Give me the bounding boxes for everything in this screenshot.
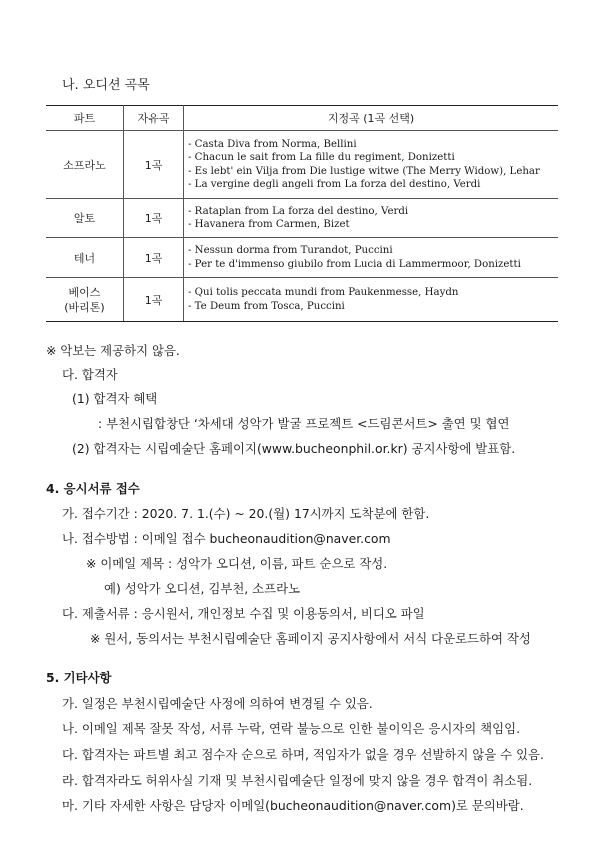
misc-item: 라. 합격자라도 허위사실 기재 및 부천시립예술단 일정에 맞지 않을 경우 합격이 취소됨. (62, 773, 533, 788)
misc-item: 마. 기타 자세한 사항은 담당자 이메일(bucheonaudition@naver.com)로 문의바람. (62, 798, 524, 813)
documents-method: 나. 접수방법 : 이메일 접수 bucheonaudition@naver.com (62, 531, 391, 546)
song-item: - Casta Diva from Norma, Bellini (188, 138, 357, 150)
misc-heading: 5. 기타사항 (46, 670, 112, 685)
song-item: - Chacun le sait from La fille du regiment, Donizetti (188, 152, 455, 163)
successful-announcement: (2) 합격자는 시립예술단 홈페이지(www.bucheonphil.or.kr) 공지사항에 발표함. (72, 441, 516, 456)
song-item: - Havanera from Carmen, Bizet (188, 219, 350, 230)
song-item: - La vergine degli angeli from La forza del destino, Verdi (188, 179, 481, 190)
audition-songs-heading: 나. 오디션 곡목 (62, 78, 150, 93)
documents-submit: 다. 제출서류 : 응시원서, 개인정보 수집 및 이용동의서, 비디오 파일 (62, 606, 425, 621)
misc-item: 가. 일정은 부천시립예술단 사정에 의하여 변경될 수 있음. (62, 696, 373, 711)
song-item: - Te Deum from Tosca, Puccini (188, 300, 345, 312)
assigned-songs-cell (184, 238, 559, 278)
successful-benefit: (1) 합격자 혜택 (72, 391, 158, 406)
table-row (46, 238, 558, 278)
assigned-songs-cell (184, 278, 559, 322)
documents-heading: 4. 응시서류 접수 (46, 481, 140, 496)
table-row (46, 199, 558, 238)
score-note: ※ 악보는 제공하지 않음. (46, 343, 180, 358)
part-cell: 테너 (46, 238, 124, 278)
documents-period: 가. 접수기간 : 2020. 7. 1.(수) ~ 20.(월) 17시까지 도착분에 한함. (62, 506, 430, 521)
part-cell: 베이스 (바리톤) (46, 278, 124, 322)
column-header-assigned-songs: 지정곡 (1곡 선택) (184, 106, 559, 131)
free-song-cell: 1곡 (124, 131, 184, 199)
assigned-songs-cell (184, 131, 559, 199)
part-cell: 알토 (46, 199, 124, 238)
misc-item: 다. 합격자는 파트별 최고 점수자 순으로 하며, 적임자가 없을 경우 선발하지 않을 수 있음. (62, 747, 544, 762)
successful-heading: 다. 합격자 (62, 367, 118, 382)
song-item: - Rataplan from La forza del destino, Verdi (188, 205, 409, 217)
misc-item: 나. 이메일 제목 잘못 작성, 서류 누락, 연락 불능으로 인한 불이익은 응시자의 책임임. (62, 721, 521, 736)
free-song-cell: 1곡 (124, 199, 184, 238)
column-header-free-song: 자유곡 (124, 106, 184, 131)
song-item: - Es lebt' ein Vilja from Die lustige witwe (The Merry Widow), Lehar (188, 165, 540, 177)
free-song-cell: 1곡 (124, 238, 184, 278)
assigned-songs-cell (184, 199, 559, 238)
song-item: - Nessun dorma from Turandot, Puccini (188, 245, 393, 256)
column-header-part: 파트 (46, 106, 124, 131)
table-row (46, 131, 558, 199)
documents-submit-note: ※ 원서, 동의서는 부천시립예술단 홈페이지 공지사항에서 서식 다운로드하여 작성 (90, 631, 531, 646)
email-subject-note: ※ 이메일 제목 : 성악가 오디션, 이름, 파트 순으로 작성. (86, 556, 388, 571)
successful-benefit-detail: : 부천시립합창단 ‘차세대 성악가 발굴 프로젝트 <드림콘서트> 출연 및 협연 (98, 416, 510, 431)
song-item: - Per te d'immenso giubilo from Lucia di Lammermoor, Donizetti (188, 258, 521, 270)
audition-songs-table (46, 105, 558, 322)
table-header-row (46, 106, 558, 131)
email-subject-example: 예) 성악가 오디션, 김부천, 소프라노 (104, 581, 301, 596)
free-song-cell: 1곡 (124, 278, 184, 322)
song-item: - Qui tolis peccata mundi from Paukenmesse, Haydn (188, 287, 459, 298)
table-row (46, 278, 558, 322)
part-cell: 소프라노 (46, 131, 124, 199)
